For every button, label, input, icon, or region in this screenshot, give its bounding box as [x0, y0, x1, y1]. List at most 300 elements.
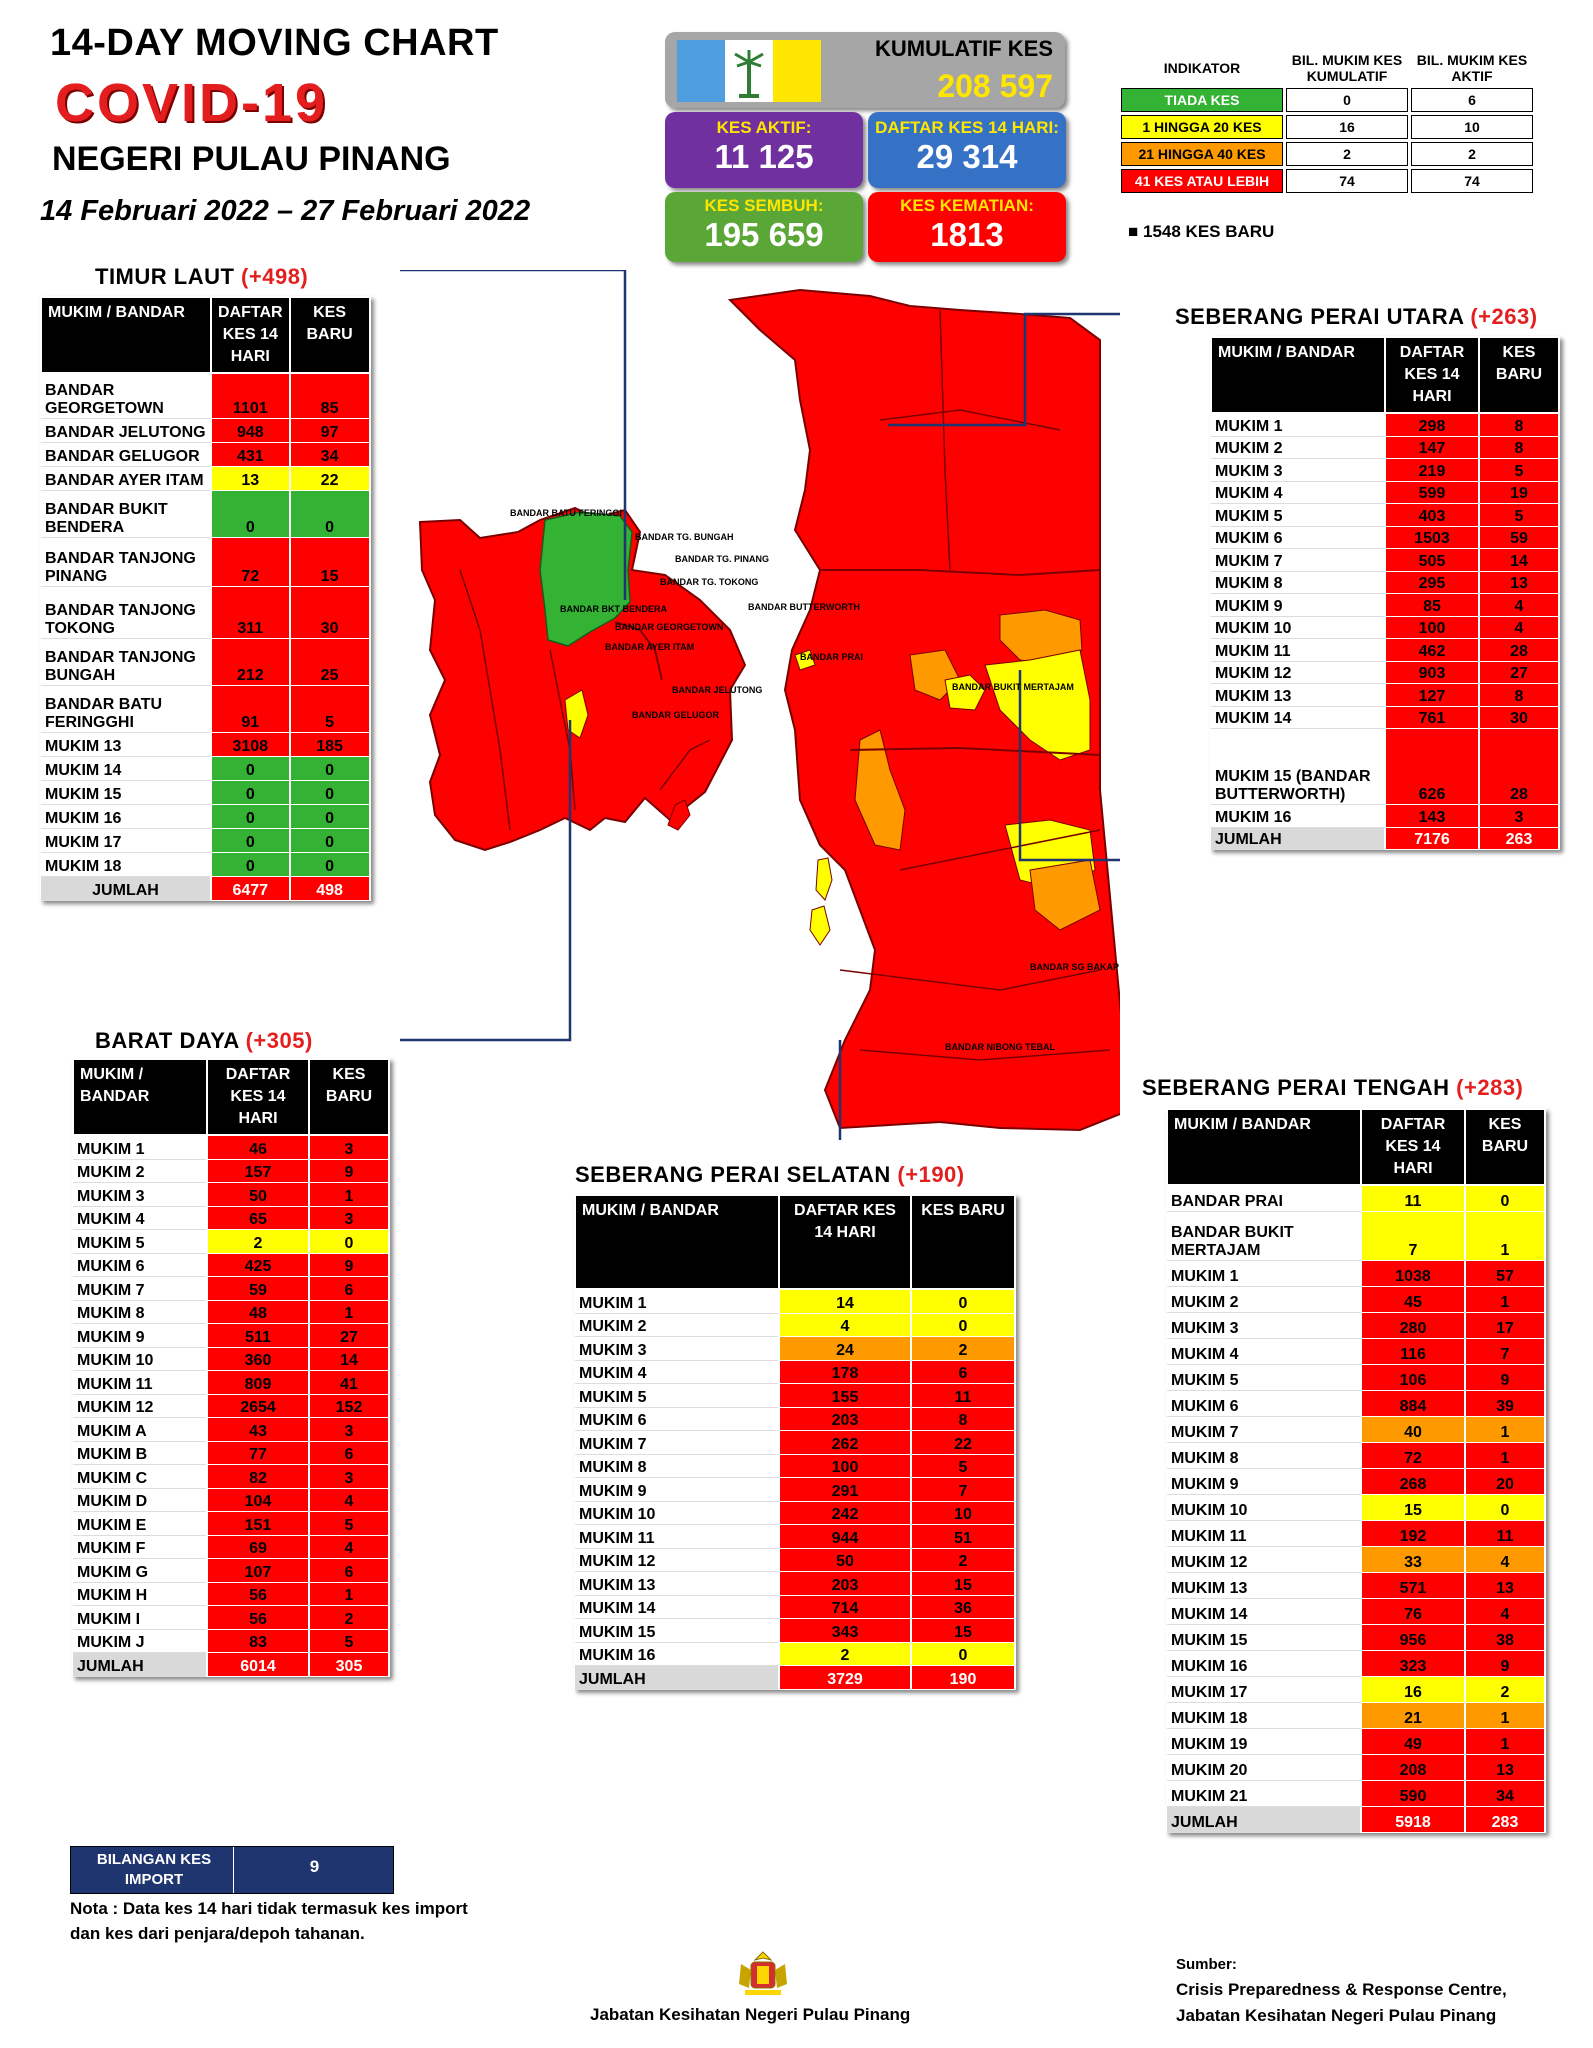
row-label: MUKIM 1	[1211, 413, 1385, 436]
total-row	[73, 1653, 389, 1677]
indikator-aktif: 2	[1411, 142, 1533, 166]
total-kes-baru: 305	[309, 1653, 389, 1677]
row-label: MUKIM F	[73, 1535, 207, 1559]
kes-baru-cell: 4	[1465, 1598, 1545, 1624]
table-row	[1211, 436, 1559, 459]
row-label: MUKIM 8	[1167, 1442, 1361, 1468]
daftar-cell: 626	[1385, 729, 1479, 805]
kes-baru-cell: 3	[309, 1418, 389, 1442]
row-label: MUKIM 5	[73, 1230, 207, 1254]
daftar-cell: 147	[1385, 436, 1479, 459]
row-label: BANDAR TANJONG PINANG	[41, 537, 211, 586]
table-row	[1167, 1312, 1545, 1338]
row-label: MUKIM 20	[1167, 1754, 1361, 1780]
daftar-cell: 192	[1361, 1520, 1465, 1546]
daftar-cell: 208	[1361, 1754, 1465, 1780]
row-label: MUKIM A	[73, 1418, 207, 1442]
kes-baru-cell: 5	[1479, 459, 1559, 482]
daftar-cell: 0	[211, 780, 290, 804]
daftar-cell: 76	[1361, 1598, 1465, 1624]
daftar-cell: 0	[211, 804, 290, 828]
daftar-cell: 268	[1361, 1468, 1465, 1494]
kes-baru-cell: 13	[1465, 1572, 1545, 1598]
kumulatif-box	[665, 32, 1065, 108]
table-sp-utara	[1210, 336, 1560, 850]
kes-baru-cell: 14	[1479, 549, 1559, 572]
map-label-georgetown: BANDAR GEORGETOWN	[615, 622, 724, 632]
daftar-cell: 343	[779, 1619, 911, 1643]
kes-baru-cell: 5	[911, 1454, 1015, 1478]
kes-baru-cell: 0	[290, 756, 370, 780]
table-row	[73, 1277, 389, 1301]
table-row	[1167, 1624, 1545, 1650]
kes-baru-cell: 28	[1479, 639, 1559, 662]
row-label: MUKIM 12	[1211, 661, 1385, 684]
kes-baru-cell: 34	[290, 442, 370, 466]
table-row	[575, 1313, 1015, 1337]
row-label: MUKIM 10	[1211, 616, 1385, 639]
row-label: MUKIM 7	[1167, 1416, 1361, 1442]
import-divider	[233, 1847, 234, 1893]
table-row	[1167, 1780, 1545, 1806]
table-row	[575, 1289, 1015, 1313]
daftar-cell: 157	[207, 1159, 309, 1183]
kes-baru-cell: 0	[911, 1289, 1015, 1313]
row-label: MUKIM 5	[1211, 504, 1385, 527]
row-label: MUKIM 9	[1167, 1468, 1361, 1494]
daftar-cell: 24	[779, 1337, 911, 1361]
daftar-cell: 106	[1361, 1364, 1465, 1390]
daftar-cell: 809	[207, 1371, 309, 1395]
row-label: BANDAR TANJONG TOKONG	[41, 586, 211, 638]
table-row	[1167, 1598, 1545, 1624]
table-row	[73, 1324, 389, 1348]
kes-baru-cell: 5	[290, 685, 370, 732]
daftar-cell: 116	[1361, 1338, 1465, 1364]
table-row	[1167, 1442, 1545, 1468]
section-title-text: BARAT DAYA	[95, 1028, 239, 1053]
table-row	[575, 1360, 1015, 1384]
row-label: MUKIM 6	[73, 1253, 207, 1277]
row-label: MUKIM 14	[1167, 1598, 1361, 1624]
daftar-cell: 48	[207, 1300, 309, 1324]
row-label: MUKIM J	[73, 1629, 207, 1653]
table-timur-laut	[40, 296, 371, 901]
daftar-cell: 599	[1385, 481, 1479, 504]
row-label: MUKIM 6	[1211, 526, 1385, 549]
daftar-cell: 761	[1385, 706, 1479, 729]
nota-text: Nota : Data kes 14 hari tidak termasuk kes import dan kes dari penjara/depoh tahanan.	[70, 1899, 468, 1943]
column-header: MUKIM / BANDAR	[1211, 337, 1385, 413]
table-row	[73, 1418, 389, 1442]
kumulatif-label: KUMULATIF KES	[874, 36, 1053, 61]
indikator-header-aktif: BIL. MUKIM KES AKTIF	[1416, 52, 1528, 84]
kes-baru-cell: 51	[911, 1525, 1015, 1549]
table-row	[575, 1501, 1015, 1525]
kes-baru-cell: 0	[1465, 1185, 1545, 1212]
row-label: MUKIM 11	[1211, 639, 1385, 662]
kes-baru-cell: 57	[1465, 1260, 1545, 1286]
total-label: JUMLAH	[1211, 827, 1385, 850]
section-title-sp-tengah	[1142, 1075, 1523, 1101]
daftar-cell: 571	[1361, 1572, 1465, 1598]
row-label: MUKIM 6	[1167, 1390, 1361, 1416]
table-header-row	[1211, 337, 1559, 413]
kes-baru-cell: 0	[290, 804, 370, 828]
title-state: NEGERI PULAU PINANG	[52, 140, 451, 178]
daftar-cell: 21	[1361, 1702, 1465, 1728]
total-row	[1211, 827, 1559, 850]
row-label: MUKIM 10	[1167, 1494, 1361, 1520]
table-row	[575, 1478, 1015, 1502]
kes-sembuh-label: KES SEMBUH:	[704, 196, 824, 215]
daftar-cell: 107	[207, 1559, 309, 1583]
square-bullet-icon: ■	[1128, 222, 1143, 241]
row-label: MUKIM 7	[575, 1431, 779, 1455]
table-row	[1211, 661, 1559, 684]
row-label: MUKIM 21	[1167, 1780, 1361, 1806]
map-label-jelutong: BANDAR JELUTONG	[672, 685, 763, 695]
table-row	[575, 1619, 1015, 1643]
daftar-cell: 0	[211, 828, 290, 852]
map-label-nibong-tebal: BANDAR NIBONG TEBAL	[945, 1042, 1055, 1052]
footer-dept: Jabatan Kesihatan Negeri Pulau Pinang	[590, 2005, 911, 2024]
kes-aktif-box	[665, 112, 863, 188]
kes-baru-cell: 4	[1479, 616, 1559, 639]
table-row	[41, 418, 370, 442]
daftar-cell: 15	[1361, 1494, 1465, 1520]
table-row	[1167, 1212, 1545, 1261]
row-label: MUKIM 1	[73, 1135, 207, 1159]
table-row	[1167, 1468, 1545, 1494]
daftar-cell: 1038	[1361, 1260, 1465, 1286]
kes-baru-cell: 15	[911, 1572, 1015, 1596]
row-label: MUKIM 5	[1167, 1364, 1361, 1390]
total-daftar: 5918	[1361, 1806, 1465, 1832]
table-row	[1167, 1260, 1545, 1286]
row-label: BANDAR AYER ITAM	[41, 466, 211, 490]
row-label: MUKIM 4	[575, 1360, 779, 1384]
kes-baru-cell: 7	[911, 1478, 1015, 1502]
total-label: JUMLAH	[575, 1666, 779, 1690]
daftar-cell: 155	[779, 1384, 911, 1408]
kes-baru-cell: 14	[309, 1347, 389, 1371]
column-header: MUKIM / BANDAR	[41, 297, 211, 373]
kes-baru-cell: 85	[290, 373, 370, 418]
daftar-cell: 91	[211, 685, 290, 732]
kes-baru-cell: 152	[309, 1394, 389, 1418]
table-row	[575, 1454, 1015, 1478]
kes-baru-cell: 0	[290, 780, 370, 804]
row-label: MUKIM 14	[41, 756, 211, 780]
kes-baru-cell: 3	[1479, 805, 1559, 828]
kes-baru-cell: 6	[309, 1441, 389, 1465]
row-label: MUKIM 12	[73, 1394, 207, 1418]
daftar-cell: 505	[1385, 549, 1479, 572]
row-label: BANDAR GELUGOR	[41, 442, 211, 466]
daftar-cell: 104	[207, 1488, 309, 1512]
daftar-cell: 40	[1361, 1416, 1465, 1442]
daftar-cell: 948	[211, 418, 290, 442]
daftar-cell: 323	[1361, 1650, 1465, 1676]
table-row	[575, 1525, 1015, 1549]
indikator-label: 41 KES ATAU LEBIH	[1121, 169, 1283, 193]
column-header: KES BARU	[1479, 337, 1559, 413]
section-increase: (+498)	[241, 264, 309, 289]
table-row	[73, 1253, 389, 1277]
kes-baru-cell: 0	[911, 1642, 1015, 1666]
total-row	[575, 1666, 1015, 1690]
row-label: MUKIM 15	[1167, 1624, 1361, 1650]
row-label: MUKIM 2	[575, 1313, 779, 1337]
map-label-butterworth: BANDAR BUTTERWORTH	[748, 602, 860, 612]
section-title-sp-selatan	[575, 1162, 965, 1188]
kes-baru-cell: 0	[290, 852, 370, 876]
table-row	[1167, 1572, 1545, 1598]
table-row	[1211, 413, 1559, 436]
map-label-bkt-bendera: BANDAR BKT BENDERA	[560, 604, 667, 614]
row-label: MUKIM 15	[41, 780, 211, 804]
map-label-ayer-itam: BANDAR AYER ITAM	[605, 642, 695, 652]
table-row	[73, 1183, 389, 1207]
daftar-cell: 462	[1385, 639, 1479, 662]
row-label: BANDAR PRAI	[1167, 1185, 1361, 1212]
total-kes-baru: 283	[1465, 1806, 1545, 1832]
small-island-2	[810, 906, 830, 945]
daftar-cell: 56	[207, 1582, 309, 1606]
row-label: MUKIM 13	[575, 1572, 779, 1596]
kes-baru-cell: 25	[290, 638, 370, 685]
table-row	[73, 1465, 389, 1489]
kes-baru-cell: 15	[290, 537, 370, 586]
kes-baru-cell: 1	[309, 1300, 389, 1324]
row-label: MUKIM 3	[1211, 459, 1385, 482]
column-header: KES BARU	[309, 1059, 389, 1135]
kes-baru-cell: 5	[309, 1629, 389, 1653]
table-row	[41, 638, 370, 685]
kes-kematian-value: 1813	[930, 216, 1004, 253]
daftar-cell: 884	[1361, 1390, 1465, 1416]
row-label: MUKIM I	[73, 1606, 207, 1630]
daftar-cell: 49	[1361, 1728, 1465, 1754]
table-header-row	[575, 1195, 1015, 1289]
map-label-bukit-mertajam: BANDAR BUKIT MERTAJAM	[952, 682, 1074, 692]
kes-aktif-label: KES AKTIF:	[716, 118, 812, 137]
daftar-cell: 425	[207, 1253, 309, 1277]
table-row	[1211, 526, 1559, 549]
table-row	[1167, 1338, 1545, 1364]
indikator-aktif: 10	[1411, 115, 1533, 139]
row-label: MUKIM 16	[575, 1642, 779, 1666]
kes-baru-cell: 8	[1479, 436, 1559, 459]
daftar-cell: 903	[1385, 661, 1479, 684]
row-label: MUKIM 7	[1211, 549, 1385, 572]
kes-baru-cell: 3	[309, 1135, 389, 1159]
table-row	[1167, 1390, 1545, 1416]
row-label: MUKIM 1	[1167, 1260, 1361, 1286]
kes-baru-cell: 6	[911, 1360, 1015, 1384]
section-title-text: TIMUR LAUT	[95, 264, 235, 289]
daftar-cell: 72	[211, 537, 290, 586]
kes-sembuh-value: 195 659	[704, 216, 824, 253]
daftar-cell: 151	[207, 1512, 309, 1536]
daftar-cell: 178	[779, 1360, 911, 1384]
row-label: MUKIM 2	[73, 1159, 207, 1183]
kumulatif-value: 208 597	[937, 68, 1053, 104]
section-increase: (+283)	[1456, 1075, 1524, 1100]
daftar-cell: 72	[1361, 1442, 1465, 1468]
row-label: MUKIM 16	[1211, 805, 1385, 828]
daftar-cell: 83	[207, 1629, 309, 1653]
small-island-1	[816, 858, 832, 900]
table-row	[575, 1548, 1015, 1572]
table-row	[1167, 1676, 1545, 1702]
indikator-kumulatif: 2	[1286, 142, 1408, 166]
kes-baru-cell: 6	[309, 1277, 389, 1301]
table-row	[41, 586, 370, 638]
table-row	[41, 732, 370, 756]
row-label: MUKIM 12	[575, 1548, 779, 1572]
table-row	[575, 1572, 1015, 1596]
table-row	[1167, 1185, 1545, 1212]
table-row	[41, 373, 370, 418]
daftar-cell: 82	[207, 1465, 309, 1489]
table-row	[73, 1371, 389, 1395]
indikator-label: 21 HINGGA 40 KES	[1121, 142, 1283, 166]
section-title-sp-utara	[1175, 304, 1538, 330]
table-row	[73, 1512, 389, 1536]
daftar-cell: 50	[779, 1548, 911, 1572]
column-header: KES BARU	[290, 297, 370, 373]
kes-baru-cell: 17	[1465, 1312, 1545, 1338]
table-header-row	[73, 1059, 389, 1135]
map-label-prai: BANDAR PRAI	[800, 652, 863, 662]
row-label: MUKIM 16	[41, 804, 211, 828]
row-label: MUKIM 8	[575, 1454, 779, 1478]
daftar-box	[868, 112, 1066, 188]
column-header: KES BARU	[911, 1195, 1015, 1289]
table-sp-selatan	[574, 1194, 1016, 1690]
section-title-text: SEBERANG PERAI SELATAN	[575, 1162, 891, 1187]
daftar-cell: 2	[779, 1642, 911, 1666]
daftar-cell: 298	[1385, 413, 1479, 436]
column-header: MUKIM / BANDAR	[575, 1195, 779, 1289]
import-box	[70, 1846, 394, 1894]
column-header: DAFTAR KES 14 HARI	[207, 1059, 309, 1135]
daftar-cell: 0	[211, 490, 290, 537]
title-line1: 14-DAY MOVING CHART	[50, 22, 499, 64]
table-row	[1211, 684, 1559, 707]
table-row	[73, 1629, 389, 1653]
kes-baru-cell: 11	[1465, 1520, 1545, 1546]
daftar-cell: 203	[779, 1407, 911, 1431]
table-row	[1211, 549, 1559, 572]
indikator-kumulatif: 16	[1286, 115, 1408, 139]
map-label-gelugor: BANDAR GELUGOR	[632, 710, 719, 720]
table-row	[1167, 1546, 1545, 1572]
kes-baru-cell: 2	[309, 1606, 389, 1630]
table-row	[575, 1407, 1015, 1431]
daftar-cell: 100	[779, 1454, 911, 1478]
table-row	[1211, 459, 1559, 482]
daftar-cell: 403	[1385, 504, 1479, 527]
table-row	[41, 537, 370, 586]
daftar-cell: 127	[1385, 684, 1479, 707]
row-label: MUKIM 14	[1211, 706, 1385, 729]
map-label-sg-bakap: BANDAR SG BAKAP	[1030, 962, 1120, 972]
kes-baru-text: 1548 KES BARU	[1143, 222, 1275, 241]
row-label: MUKIM 2	[1167, 1286, 1361, 1312]
row-label: MUKIM 3	[73, 1183, 207, 1207]
daftar-cell: 50	[207, 1183, 309, 1207]
map-label-batu-feringgi: BANDAR BATU FERINGGI	[510, 508, 622, 518]
table-row	[73, 1488, 389, 1512]
indikator-table	[1118, 48, 1536, 196]
daftar-cell: 242	[779, 1501, 911, 1525]
row-label: MUKIM 6	[575, 1407, 779, 1431]
kes-baru-cell: 2	[911, 1548, 1015, 1572]
table-row	[1211, 805, 1559, 828]
row-label: MUKIM 9	[73, 1324, 207, 1348]
title-covid: COVID-19	[55, 73, 329, 133]
daftar-cell: 69	[207, 1535, 309, 1559]
kes-baru-cell: 10	[911, 1501, 1015, 1525]
kes-baru-cell: 4	[1465, 1546, 1545, 1572]
daftar-cell: 280	[1361, 1312, 1465, 1338]
row-label: MUKIM 15 (BANDAR BUTTERWORTH)	[1211, 729, 1385, 805]
indikator-header-kumulatif: BIL. MUKIM KES KUMULATIF	[1291, 52, 1403, 84]
kes-baru-cell: 59	[1479, 526, 1559, 549]
section-increase: (+190)	[897, 1162, 965, 1187]
table-row	[1167, 1364, 1545, 1390]
kes-baru-cell: 7	[1465, 1338, 1545, 1364]
daftar-cell: 3108	[211, 732, 290, 756]
daftar-cell: 291	[779, 1478, 911, 1502]
row-label: MUKIM 10	[73, 1347, 207, 1371]
section-increase: (+263)	[1470, 304, 1538, 329]
table-header-row	[1167, 1109, 1545, 1185]
table-row	[1211, 504, 1559, 527]
daftar-cell: 143	[1385, 805, 1479, 828]
kes-baru-cell: 36	[911, 1595, 1015, 1619]
import-label: BILANGAN KES IMPORT	[96, 1851, 212, 1888]
table-row	[73, 1347, 389, 1371]
daftar-cell: 59	[207, 1277, 309, 1301]
table-row	[41, 756, 370, 780]
table-row	[575, 1337, 1015, 1361]
kes-baru-cell: 11	[911, 1384, 1015, 1408]
kes-baru-cell: 1	[309, 1582, 389, 1606]
kes-baru-cell: 34	[1465, 1780, 1545, 1806]
row-label: MUKIM 4	[73, 1206, 207, 1230]
kes-baru-cell: 4	[309, 1535, 389, 1559]
kes-baru-cell: 9	[309, 1253, 389, 1277]
daftar-cell: 2654	[207, 1394, 309, 1418]
kes-baru-cell: 19	[1479, 481, 1559, 504]
row-label: MUKIM 3	[1167, 1312, 1361, 1338]
daftar-cell: 16	[1361, 1676, 1465, 1702]
row-label: MUKIM 4	[1211, 481, 1385, 504]
table-row	[1211, 571, 1559, 594]
kes-sembuh-box	[665, 192, 863, 262]
kes-baru-cell: 1	[1465, 1442, 1545, 1468]
row-label: MUKIM 13	[1167, 1572, 1361, 1598]
kes-baru-cell: 185	[290, 732, 370, 756]
table-row	[1211, 639, 1559, 662]
row-label: MUKIM 9	[1211, 594, 1385, 617]
table-row	[1211, 594, 1559, 617]
total-label: JUMLAH	[41, 876, 211, 900]
